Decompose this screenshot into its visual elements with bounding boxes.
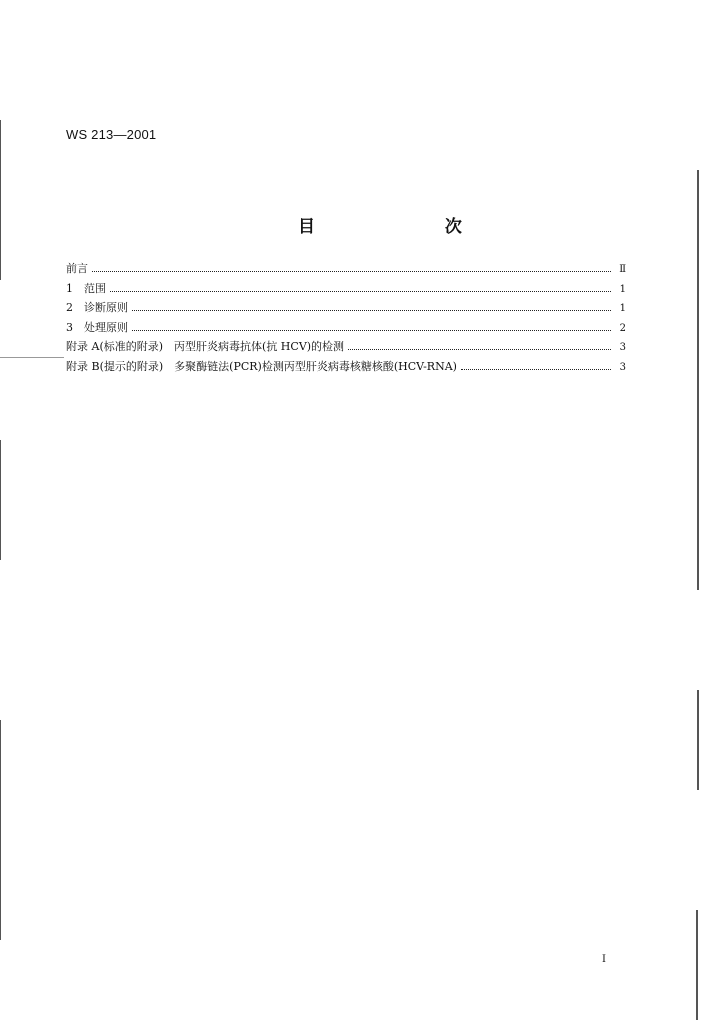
- scan-edge-mark: [697, 170, 699, 590]
- page-number: I: [602, 954, 606, 965]
- scan-edge-mark: [0, 720, 1, 940]
- dot-leader: [110, 291, 611, 292]
- toc-title: 目 次: [298, 217, 524, 237]
- toc-entry-page: 1: [619, 303, 626, 314]
- dot-leader: [132, 310, 611, 311]
- scan-edge-mark: [0, 440, 1, 560]
- toc-entry-page: Ⅱ: [619, 264, 626, 275]
- scan-edge-mark: [0, 120, 1, 280]
- toc-entry-treatment-principles[interactable]: [66, 321, 626, 341]
- toc-entry-label: 1 范围: [66, 281, 106, 295]
- scan-edge-mark: [0, 357, 64, 358]
- toc-entry-label: 前言: [66, 262, 88, 275]
- toc-entry-appendix-a[interactable]: [66, 340, 626, 360]
- toc-entry-label: 附录 B(提示的附录) 多聚酶链法(PCR)检测丙型肝炎病毒核糖核酸(HCV-RNA): [66, 359, 457, 373]
- toc-entry-page: 3: [619, 342, 626, 353]
- toc-entry-scope[interactable]: [66, 282, 626, 302]
- toc-entry-diagnosis-principles[interactable]: [66, 301, 626, 321]
- toc-entry-appendix-b[interactable]: [66, 360, 626, 380]
- table-of-contents: [66, 262, 626, 379]
- scan-edge-mark: [697, 690, 699, 790]
- toc-entry-page: 2: [619, 322, 626, 334]
- standard-code: WS 213—2001: [66, 127, 157, 142]
- toc-entry-page: 1: [619, 283, 626, 295]
- toc-entry-foreword[interactable]: [66, 262, 626, 282]
- dot-leader: [92, 271, 611, 272]
- dot-leader: [461, 369, 611, 370]
- toc-entry-label: 附录 A(标准的附录) 丙型肝炎病毒抗体(抗 HCV)的检测: [66, 340, 345, 353]
- toc-entry-label: 2 诊断原则: [66, 301, 128, 314]
- dot-leader: [348, 349, 611, 350]
- toc-entry-label: 3 处理原则: [66, 320, 128, 334]
- toc-entry-page: 3: [619, 361, 626, 373]
- scan-edge-mark: [696, 910, 698, 1020]
- dot-leader: [132, 330, 611, 331]
